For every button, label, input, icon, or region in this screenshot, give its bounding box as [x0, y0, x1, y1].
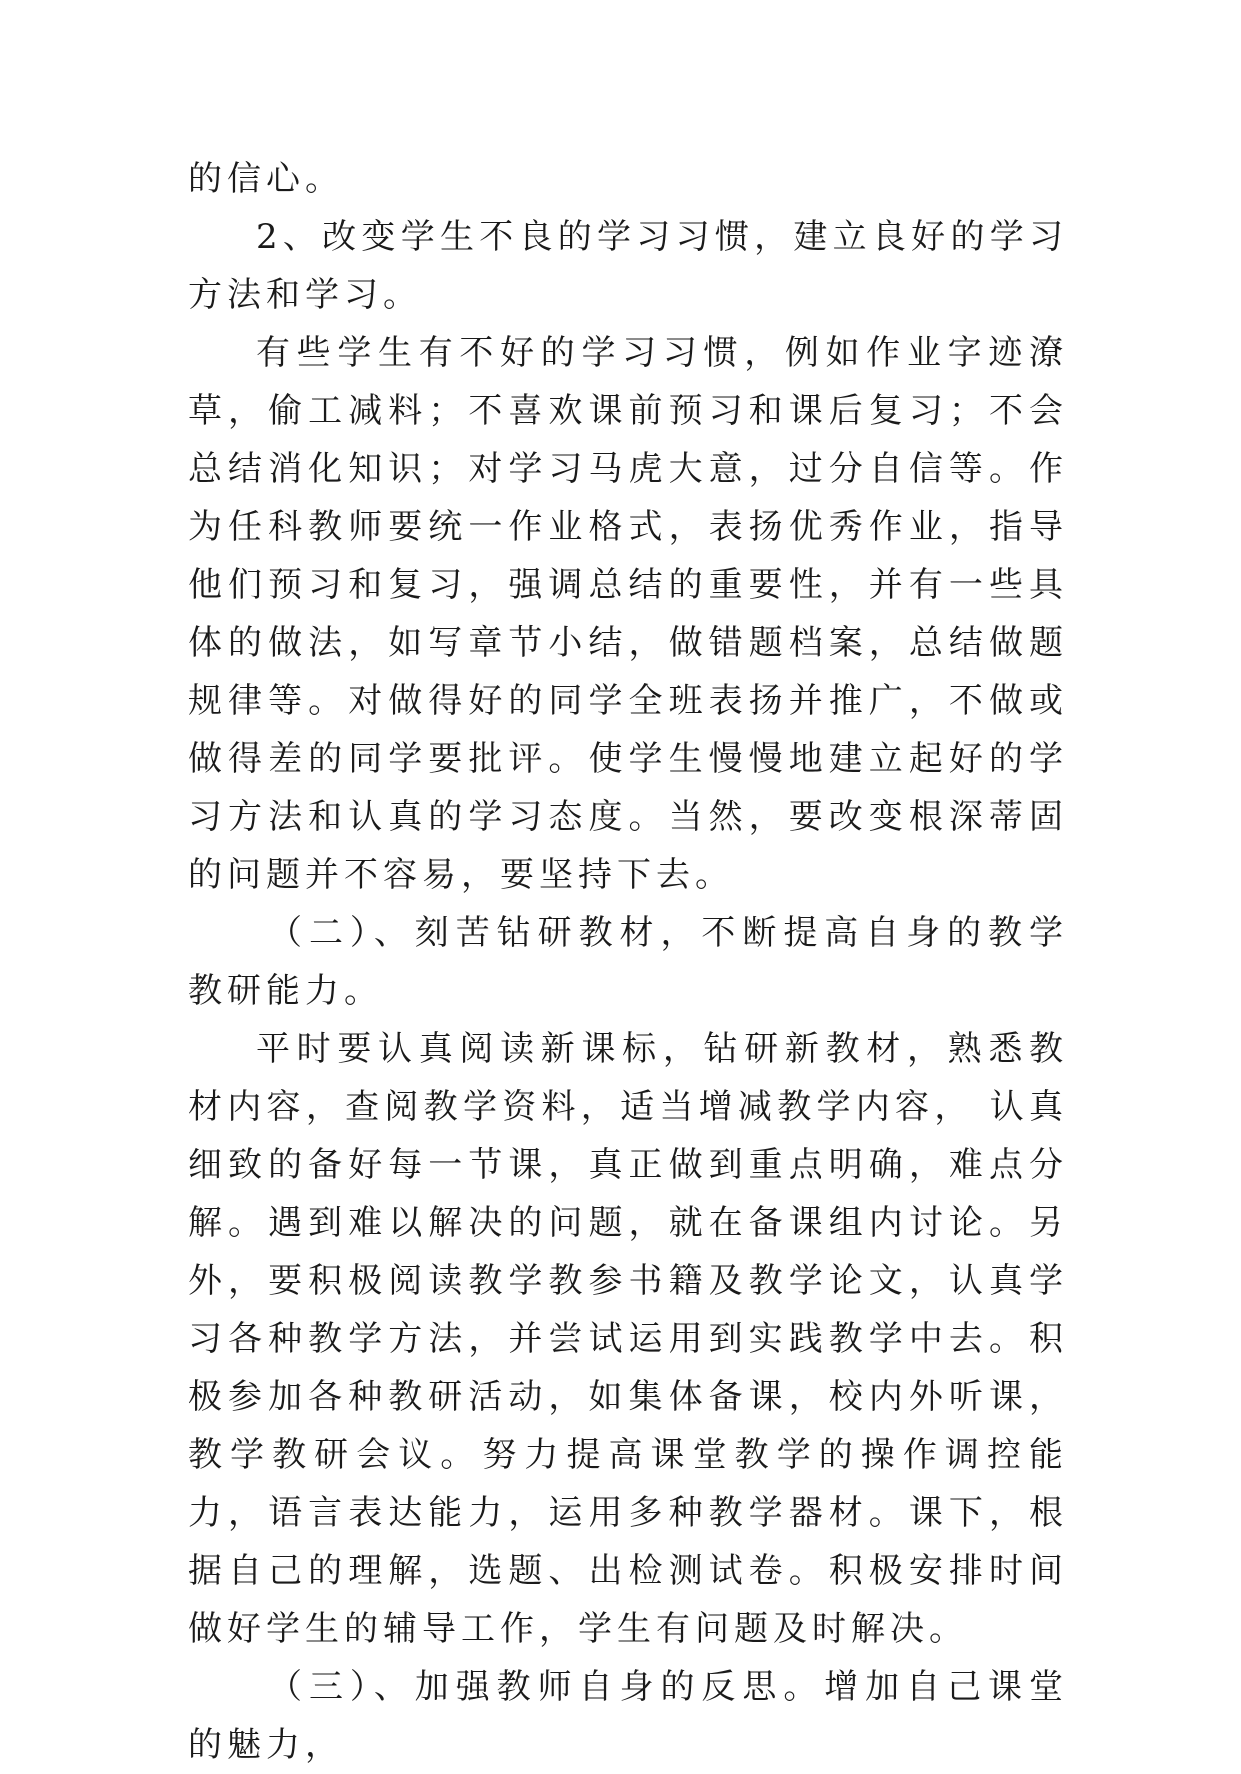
- section-heading-three: （三）、加强教师自身的反思。增加自己课堂的魅力，: [188, 1667, 1068, 1765]
- paragraph-continuation: 的信心。: [188, 159, 344, 199]
- paragraph-teaching-research: 平时要认真阅读新课标，钻研新教材，熟悉教材内容，查阅教学资料，适当增减教学内容， 认真细致的备好每一节课，真正做到重点明确，难点分解。遇到难以解决的问题，就在备课组内讨论。另外，要积极阅读教学教参书籍及教学论文，认真学习各种教学方法，并尝试运用到实践教学中去。积极参加各种教研活动，如集体备课，校内外听课，教学教研会议。努力提高课堂教学的操作调控能力，语言表达能力，运用多种教学器材。课下，根据自己的理解，选题、出检测试卷。积极安排时间做好学生的辅导工作，学生有问题及时解决。: [188, 1029, 1068, 1649]
- section-heading-two: （二）、刻苦钻研教材，不断提高自身的教学教研能力。: [188, 913, 1068, 1011]
- document-body: [188, 150, 1068, 1774]
- paragraph-habit-heading: 2、改变学生不良的学习习惯，建立良好的学习方法和学习。: [188, 217, 1068, 315]
- paragraph-habit-body: 有些学生有不好的学习习惯，例如作业字迹潦草，偷工减料；不喜欢课前预习和课后复习；不会总结消化知识；对学习马虎大意，过分自信等。作为任科教师要统一作业格式，表扬优秀作业，指导他们预习和复习，强调总结的重要性，并有一些具体的做法，如写章节小结，做错题档案，总结做题规律等。对做得好的同学全班表扬并推广，不做或做得差的同学要批评。使学生慢慢地建立起好的学习方法和认真的学习态度。当然，要改变根深蒂固的问题并不容易，要坚持下去。: [188, 333, 1068, 895]
